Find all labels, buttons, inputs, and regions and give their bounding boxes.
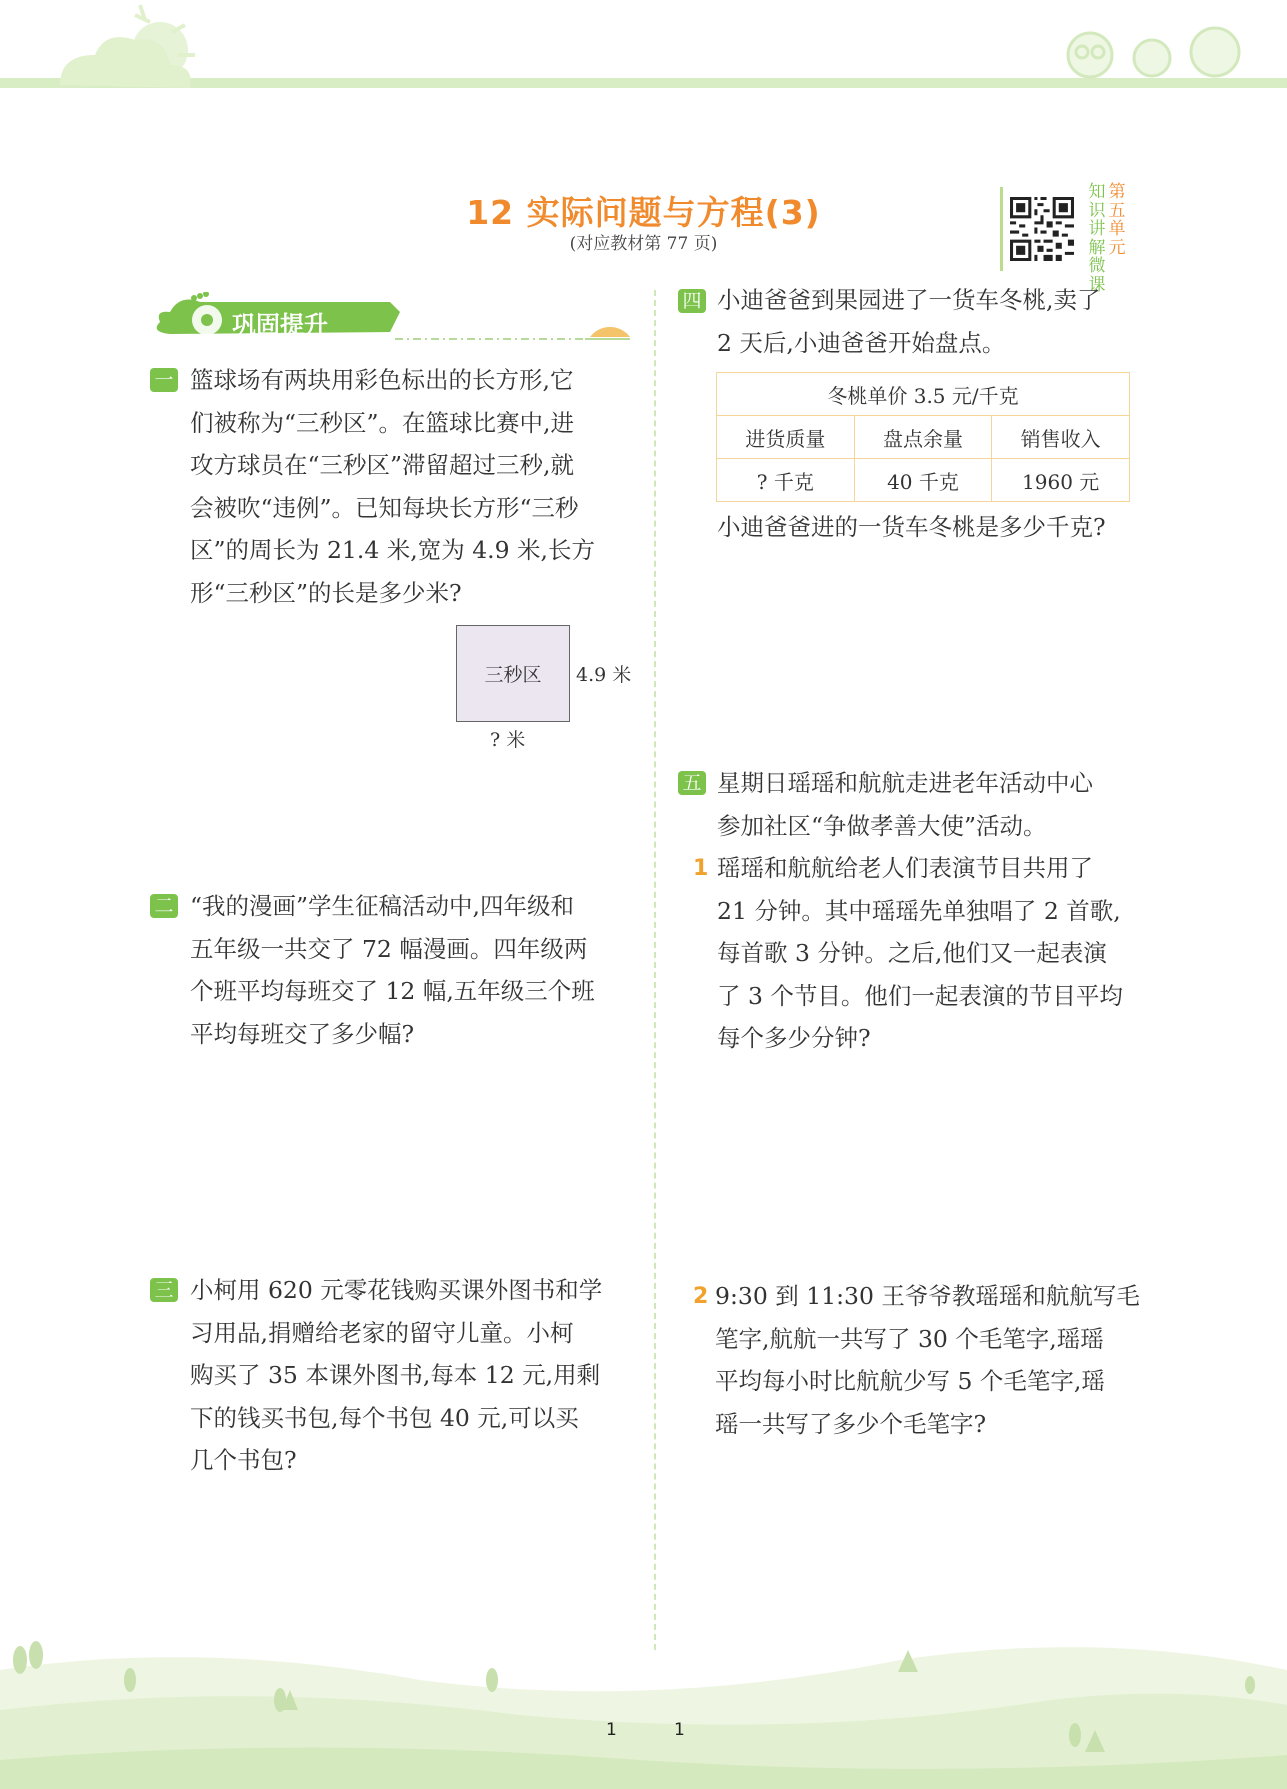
page-number-right: 1 — [674, 1720, 685, 1740]
question-badge: 五 — [678, 771, 706, 795]
question-line: 篮球场有两块用彩色标出的长方形,它 — [190, 366, 574, 394]
table-cell: ? 千克 — [717, 459, 855, 502]
question-5-part-2 — [715, 1275, 1167, 1445]
section-title: 巩固提升 — [232, 311, 328, 339]
question-line: 形“三秒区”的长是多少米? — [190, 578, 462, 607]
whale-icon — [191, 292, 222, 335]
question-line: 区”的周长为 21.4 米,宽为 4.9 米,长方 — [190, 536, 596, 564]
question-line: 购买了 35 本课外图书,每本 12 元,用剩 — [190, 1361, 601, 1389]
question-badge: 二 — [150, 894, 178, 918]
question-line: 会被吹“违例”。已知每块长方形“三秒 — [190, 493, 579, 522]
question-line: 每个多少分钟? — [717, 1024, 871, 1052]
page-title: 12 实际问题与方程(3) — [466, 193, 821, 232]
question-2 — [190, 885, 635, 1055]
animals-icon — [1068, 28, 1239, 77]
subquestion-number: 2 — [693, 1284, 709, 1309]
question-line: 每首歌 3 分钟。之后,他们又一起表演 — [717, 939, 1107, 967]
question-line: 下的钱买书包,每个书包 40 元,可以买 — [190, 1403, 579, 1432]
subquestion-number: 1 — [693, 856, 709, 881]
question-line: 几个书包? — [190, 1446, 297, 1474]
question-badge: 四 — [678, 289, 706, 313]
question-line: 2 天后,小迪爸爸开始盘点。 — [717, 328, 1006, 357]
question-line: 们被称为“三秒区”。在篮球比赛中,进 — [190, 408, 574, 437]
diagram-label: 三秒区 — [484, 664, 542, 686]
width-label: 4.9 米 — [576, 664, 632, 686]
textbook-reference: (对应教材第 77 页) — [569, 234, 718, 254]
question-line: 平均每小时比航航少写 5 个毛笔字,瑶 — [715, 1367, 1105, 1395]
question-line: 了 3 个节目。他们一起表演的节目平均 — [717, 981, 1123, 1010]
question-line: 瑶瑶和航航给老人们表演节目共用了 — [717, 854, 1093, 882]
peach-inventory-table — [716, 372, 1130, 502]
question-line: 瑶一共写了多少个毛笔字? — [715, 1409, 987, 1438]
question-5-part-1 — [717, 847, 1167, 1060]
question-1 — [190, 359, 635, 614]
table-cell: 40 千克 — [854, 459, 992, 502]
unit-label: 第五单元 — [1108, 182, 1126, 258]
question-badge: 一 — [150, 368, 178, 392]
table-cell: 1960 元 — [992, 459, 1130, 502]
question-line: 攻方球员在“三秒区”滞留超过三秒,就 — [190, 451, 574, 479]
section-header-banner — [150, 292, 630, 344]
qr-code-icon[interactable] — [1010, 197, 1074, 261]
footer-landscape — [0, 1610, 1287, 1789]
question-line: 9:30 到 11:30 王爷爷教瑶瑶和航航写毛 — [715, 1282, 1140, 1310]
page-number-left: 1 — [606, 1720, 617, 1740]
question-line: 小迪爸爸到果园进了一货车冬桃,卖了 — [717, 286, 1101, 314]
question-line: 平均每班交了多少幅? — [190, 1019, 415, 1048]
column-divider — [654, 290, 656, 1650]
question-3 — [190, 1269, 635, 1482]
question-line: 个班平均每班交了 12 幅,五年级三个班 — [190, 977, 595, 1005]
sun-cloud-icon — [60, 5, 195, 88]
question-line: 小柯用 620 元零花钱购买课外图书和学 — [190, 1276, 603, 1304]
question-badge: 三 — [150, 1278, 178, 1302]
question-5-intro — [717, 762, 1167, 847]
header-decoration — [0, 0, 1287, 100]
question-line: 五年级一共交了 72 幅漫画。四年级两 — [190, 934, 588, 963]
question-line: “我的漫画”学生征稿活动中,四年级和 — [190, 892, 574, 920]
question-4 — [717, 279, 1167, 364]
three-second-area-diagram — [456, 625, 570, 722]
question-line: 星期日瑶瑶和航航走进老年活动中心 — [717, 769, 1093, 797]
question-line: 习用品,捐赠给老家的留守儿童。小柯 — [190, 1318, 574, 1347]
length-label: ? 米 — [490, 729, 526, 751]
table-header: 进货质量 — [717, 416, 855, 459]
table-header: 盘点余量 — [854, 416, 992, 459]
table-caption: 冬桃单价 3.5 元/千克 — [717, 373, 1130, 416]
sunset-icon — [585, 327, 630, 339]
microlecture-label: 知识讲解微课 — [1088, 182, 1106, 295]
table-header: 销售收入 — [992, 416, 1130, 459]
question-line: 笔字,航航一共写了 30 个毛笔字,瑶瑶 — [715, 1324, 1104, 1353]
question-line: 21 分钟。其中瑶瑶先单独唱了 2 首歌, — [717, 896, 1121, 925]
question-line: 参加社区“争做孝善大使”活动。 — [717, 811, 1047, 840]
question-4-ask: 小迪爸爸进的一货车冬桃是多少千克? — [717, 513, 1106, 541]
